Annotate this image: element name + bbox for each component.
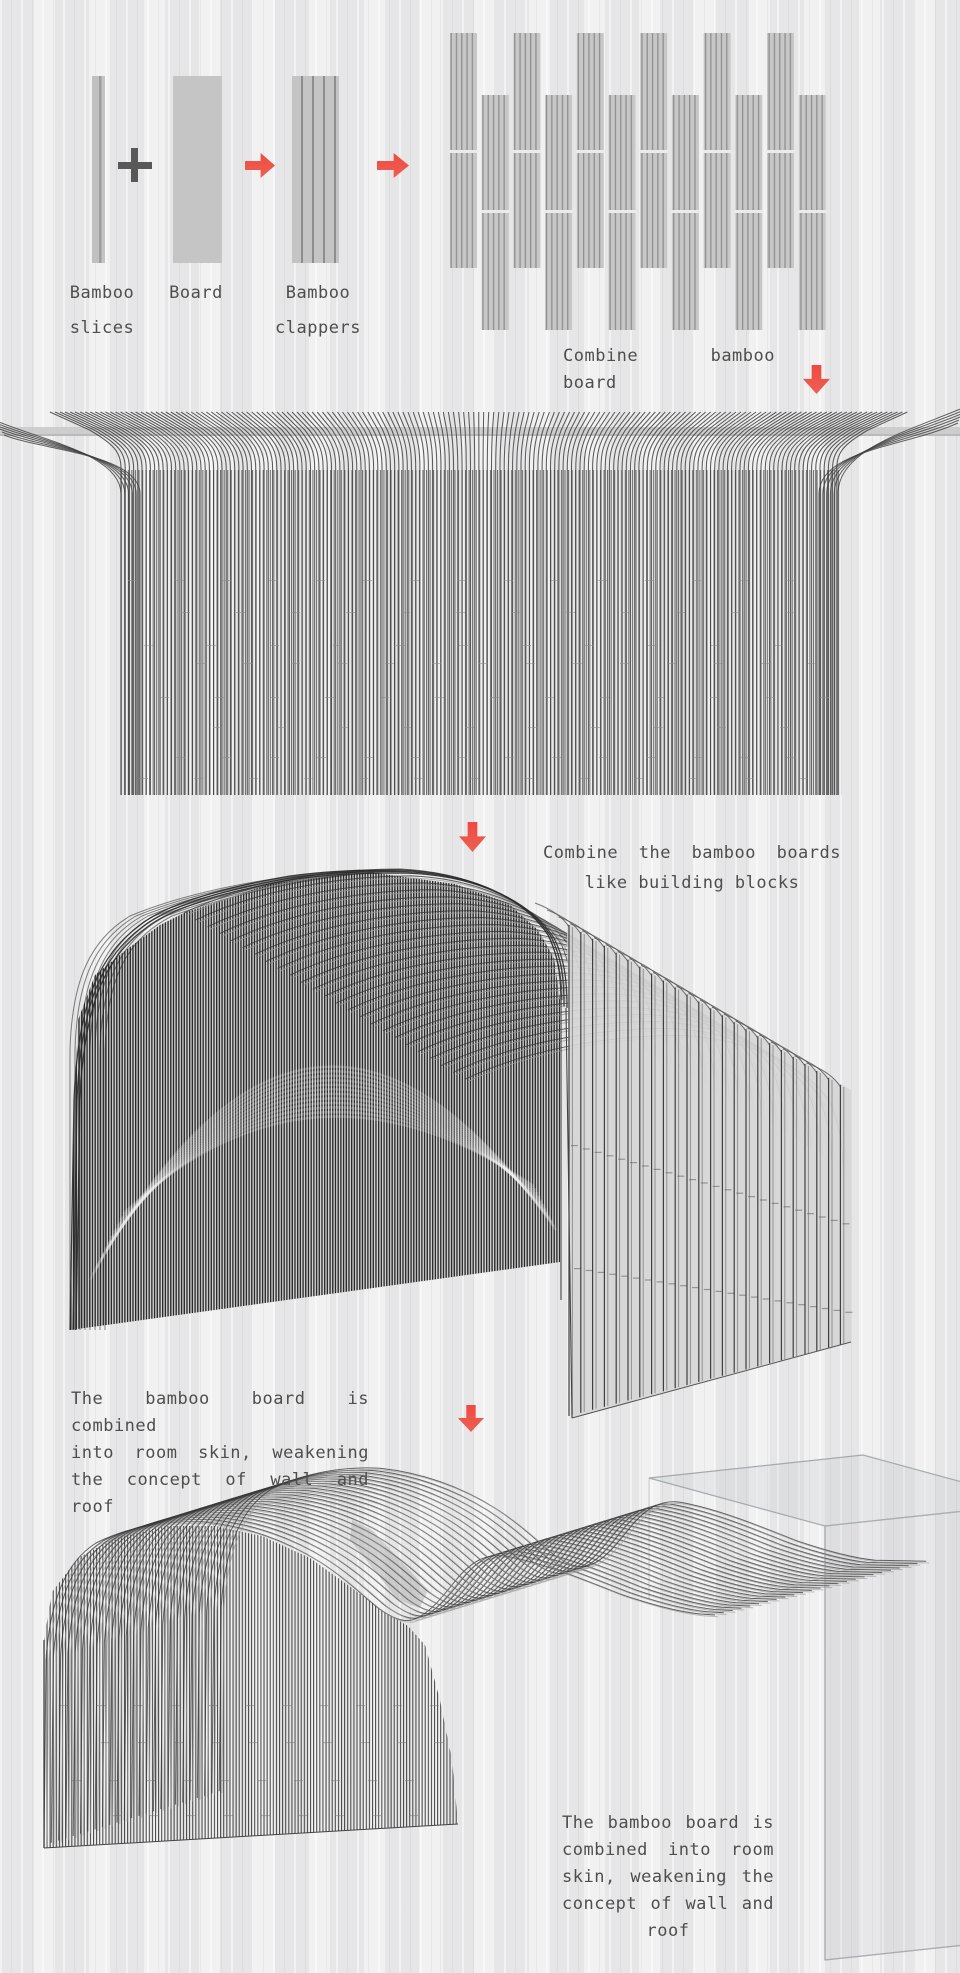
board-shape [173, 76, 222, 263]
label-board: Board [169, 283, 223, 303]
caption-room-skin-left-line2: into room skin, weakening [71, 1443, 369, 1463]
caption-combine-bamboo-board: Combine bamboo board [563, 346, 775, 393]
caption-building-blocks-line1: Combine the bamboo boards [543, 843, 841, 863]
bamboo-slice-shape [92, 76, 105, 263]
label-bamboo-slices-line2: slices [69, 318, 135, 338]
caption-room-skin-bottom-line3: skin, weakening the [562, 1867, 774, 1887]
caption-room-skin-bottom-line5: roof [646, 1921, 690, 1941]
caption-room-skin-bottom-line4: concept of wall and [562, 1894, 774, 1914]
roof-skin-drawing [44, 1468, 929, 1848]
caption-room-skin-bottom-line1: The bamboo board is [562, 1813, 774, 1833]
bamboo-curtain-drawing [0, 408, 960, 795]
caption-building-blocks-line2: like building blocks [584, 873, 800, 893]
caption-room-skin-bottom [562, 1810, 774, 1945]
label-bamboo-clappers-line1: Bamboo [285, 283, 351, 303]
combined-board-diagram [449, 33, 827, 330]
label-bamboo-slices-line1: Bamboo [69, 283, 135, 303]
caption-room-skin-left-line1: The bamboo board is combined [71, 1389, 369, 1436]
plus-icon [131, 148, 138, 182]
caption-room-skin-left [71, 1386, 369, 1521]
bamboo-clappers-shape [292, 76, 339, 263]
arch-structure-drawing [70, 869, 852, 1418]
caption-room-skin-left-line3: the concept of wall and roof [71, 1470, 369, 1517]
caption-room-skin-bottom-line2: combined into room [562, 1840, 774, 1860]
label-bamboo-clappers-line2: clappers [275, 318, 361, 338]
